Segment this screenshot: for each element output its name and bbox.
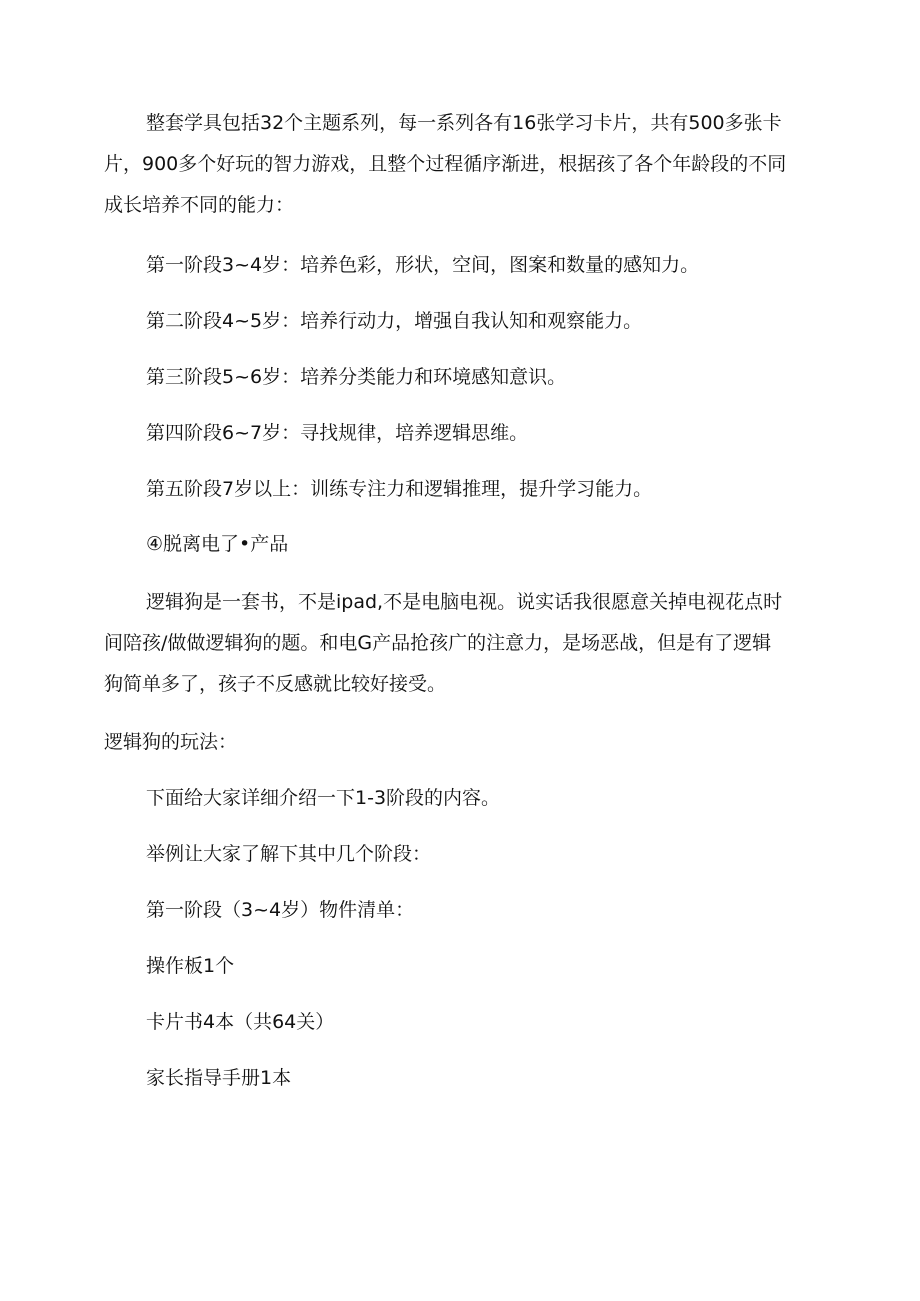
logic-dog-line-2: 间陪孩/做做逻辑狗的题。和电G产品抢孩广的注意力，是场恶战，但是有了逻辑 xyxy=(104,632,772,654)
checklist-item-cards: 卡片书4本（共64关） xyxy=(146,1011,335,1033)
section-heading-4: ④脱离电了•产品 xyxy=(146,533,289,555)
intro-stages-text: 下面给大家详细介绍一下1-3阶段的内容。 xyxy=(146,787,501,809)
logic-dog-line-3: 狗简单多了，孩子不反感就比较好接受。 xyxy=(104,673,447,695)
checklist-item-manual: 家长指导手册1本 xyxy=(146,1067,292,1089)
stage-3-text: 第三阶段5~6岁：培养分类能力和环境感知意识。 xyxy=(146,366,567,388)
example-text: 举例让大家了解下其中几个阶段： xyxy=(146,843,432,865)
intro-line-3: 成长培养不同的能力： xyxy=(104,194,295,216)
stage-1-text: 第一阶段3~4岁：培养色彩，形状，空间，图案和数量的感知力。 xyxy=(146,254,700,276)
intro-line-2: 片，900多个好玩的智力游戏，且整个过程循序渐进，根据孩了各个年龄段的不同 xyxy=(104,153,787,175)
logic-dog-line-1: 逻辑狗是一套书，不是ipad,不是电脑电视。说实话我很愿意关掉电视花点时 xyxy=(146,591,783,613)
stage-5-text: 第五阶段7岁以上：训练专注力和逻辑推理，提升学习能力。 xyxy=(146,478,653,500)
stage-2-text: 第二阶段4~5岁：培养行动力，增强自我认知和观察能力。 xyxy=(146,310,643,332)
play-heading: 逻辑狗的玩法： xyxy=(104,731,238,753)
stage-4-text: 第四阶段6~7岁：寻找规律，培养逻辑思维。 xyxy=(146,422,529,444)
checklist-title: 第一阶段（3~4岁）物件清单： xyxy=(146,899,415,921)
checklist-item-board: 操作板1个 xyxy=(146,955,235,977)
intro-line-1: 整套学具包括32个主题系列，每一系列各有16张学习卡片，共有500多张卡 xyxy=(146,112,782,134)
